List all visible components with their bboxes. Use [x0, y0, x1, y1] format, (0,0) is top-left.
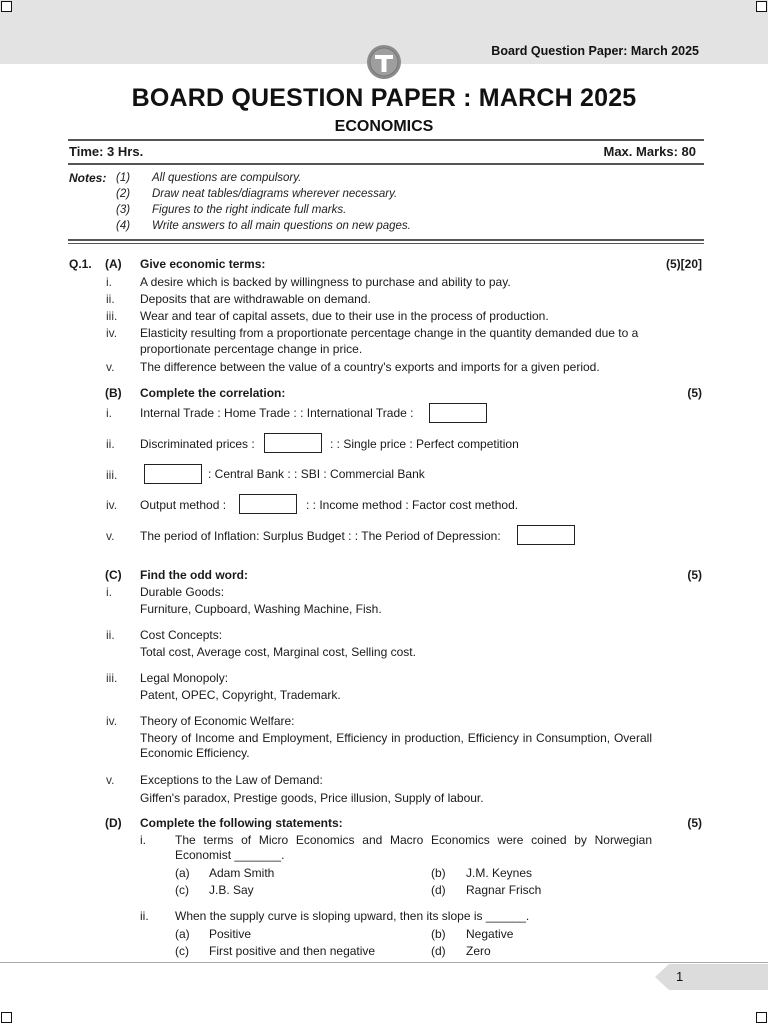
question-heading: Legal Monopoly:	[140, 671, 229, 685]
question-text: Total cost, Average cost, Marginal cost, Selling cost.	[140, 645, 416, 659]
item-number: ii.	[106, 437, 115, 451]
question-text: Internal Trade : Home Trade : : International Trade :	[140, 406, 414, 420]
section-title: Complete the correlation:	[140, 386, 286, 400]
question-text: : : Income method : Factor cost method.	[306, 498, 519, 512]
question-text: The period of Inflation: Surplus Budget : : The Period of Depression:	[140, 529, 501, 543]
divider	[68, 239, 704, 241]
notes-label: Notes:	[69, 171, 107, 185]
question-text: proportionate percentage change in price.	[140, 342, 363, 356]
option-key: (b)	[431, 927, 446, 941]
max-marks: Max. Marks: 80	[603, 144, 696, 159]
publisher-logo-icon	[366, 44, 402, 80]
item-number: i.	[106, 585, 112, 599]
item-number: iv.	[106, 714, 118, 728]
option-text: Ragnar Frisch	[466, 883, 542, 897]
divider	[68, 163, 704, 165]
option-text: First positive and then negative	[209, 944, 376, 958]
option-key: (c)	[175, 883, 189, 897]
option-text: J.M. Keynes	[466, 866, 533, 880]
item-number: ii.	[106, 292, 115, 306]
question-heading: Theory of Economic Welfare:	[140, 714, 295, 728]
option-text: J.B. Say	[209, 883, 254, 897]
option-key: (b)	[431, 866, 446, 880]
crop-mark-top-right	[756, 1, 767, 12]
item-number: ii.	[140, 909, 149, 923]
divider	[68, 243, 704, 244]
question-text: A desire which is backed by willingness to purchase and ability to pay.	[140, 275, 511, 289]
option-text: Negative	[466, 927, 514, 941]
question-text: Discriminated prices :	[140, 437, 255, 451]
item-number: i.	[106, 406, 112, 420]
section-marks: (5)	[687, 816, 702, 830]
note-item: (3) Figures to the right indicate full marks.	[116, 204, 347, 216]
section-title: Complete the following statements:	[140, 816, 343, 830]
footer-divider	[0, 962, 768, 963]
item-number: iii.	[106, 468, 118, 482]
question-text: The difference between the value of a country's exports and imports for a given period.	[140, 360, 600, 374]
item-number: v.	[106, 773, 115, 787]
question-heading: Durable Goods:	[140, 585, 225, 599]
question-text: Furniture, Cupboard, Washing Machine, Fish.	[140, 602, 382, 616]
page-number: 1	[676, 969, 684, 984]
running-title: Board Question Paper: March 2025	[491, 44, 699, 58]
item-number: ii.	[106, 628, 115, 642]
subject-title: ECONOMICS	[334, 118, 434, 135]
time-allowed: Time: 3 Hrs.	[69, 144, 144, 159]
crop-mark-bottom-right	[756, 1012, 767, 1023]
item-number: iv.	[106, 498, 118, 512]
section-marks: (5)	[687, 386, 702, 400]
item-number: i.	[106, 275, 112, 289]
question-text: Giffen's paradox, Prestige goods, Price illusion, Supply of labour.	[140, 791, 484, 805]
item-number: iii.	[106, 309, 118, 323]
question-text: : Central Bank : : SBI : Commercial Bank	[208, 467, 425, 481]
question-text: When the supply curve is sloping upward, then its slope is ______.	[175, 909, 530, 923]
question-text: Theory of Income and Employment, Efficiency in production, Efficiency in Consumption, Overall Economic Efficiency.	[140, 731, 652, 760]
option-key: (c)	[175, 944, 189, 958]
option-key: (a)	[175, 927, 190, 941]
answer-box[interactable]	[517, 525, 575, 545]
crop-mark-bottom-left	[1, 1012, 12, 1023]
item-number: v.	[106, 360, 115, 374]
option-key: (a)	[175, 866, 190, 880]
section-label: (D)	[105, 816, 122, 830]
question-heading: Cost Concepts:	[140, 628, 223, 642]
crop-mark-top-left	[1, 1, 12, 12]
option-text: Adam Smith	[209, 866, 275, 880]
section-label: (C)	[105, 568, 122, 582]
item-number: iii.	[106, 671, 118, 685]
page-title: BOARD QUESTION PAPER : MARCH 2025	[131, 84, 637, 112]
item-number: iv.	[106, 326, 118, 340]
divider	[68, 139, 704, 141]
question-number: Q.1.	[69, 257, 92, 271]
answer-box[interactable]	[264, 433, 322, 453]
question-text: Wear and tear of capital assets, due to their use in the process of production.	[140, 309, 549, 323]
section-title: Find the odd word:	[140, 568, 248, 582]
section-label: (B)	[105, 386, 122, 400]
section-title: Give economic terms:	[140, 257, 266, 271]
question-heading: Exceptions to the Law of Demand:	[140, 773, 323, 787]
option-key: (d)	[431, 883, 446, 897]
question-text: : : Single price : Perfect competition	[330, 437, 519, 451]
note-item: (2) Draw neat tables/diagrams wherever necessary.	[116, 188, 398, 200]
option-text: Positive	[209, 927, 252, 941]
section-marks: (5)	[687, 568, 702, 582]
question-text: The terms of Micro Economics and Macro Economics were coined by Norwegian Economist _______.	[175, 833, 652, 862]
option-key: (d)	[431, 944, 446, 958]
note-item: (4) Write answers to all main questions on new pages.	[116, 220, 411, 232]
item-number: i.	[140, 833, 146, 847]
section-label: (A)	[105, 257, 122, 271]
page-number-tab	[655, 964, 768, 990]
answer-box[interactable]	[429, 403, 487, 423]
option-text: Zero	[466, 944, 491, 958]
answer-box[interactable]	[239, 494, 297, 514]
section-marks: (5)[20]	[665, 257, 702, 271]
question-text: Elasticity resulting from a proportionate percentage change in the quantity demanded due to a	[140, 326, 639, 340]
answer-box[interactable]	[144, 464, 202, 484]
item-number: v.	[106, 529, 115, 543]
question-text: Patent, OPEC, Copyright, Trademark.	[140, 688, 341, 702]
question-text: Output method :	[140, 498, 227, 512]
question-text: Deposits that are withdrawable on demand.	[140, 292, 371, 306]
note-item: (1) All questions are compulsory.	[116, 172, 302, 184]
